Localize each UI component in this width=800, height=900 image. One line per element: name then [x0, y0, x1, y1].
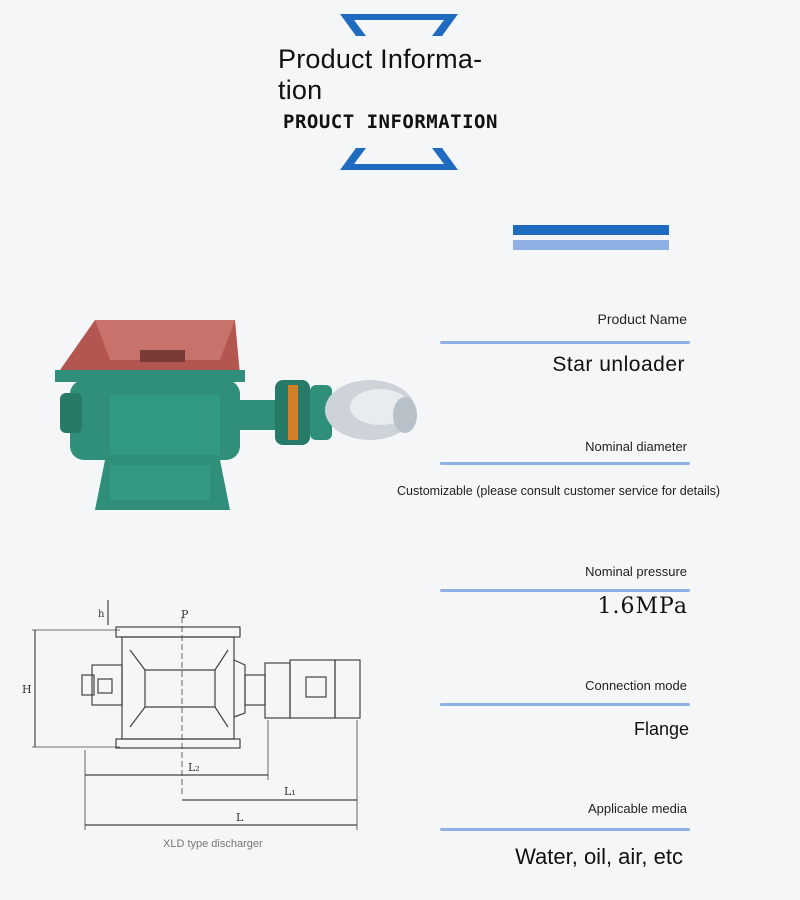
- decorative-bar-dark: [513, 225, 669, 235]
- decorative-bar-light: [513, 240, 669, 250]
- spec-value-product-name: Star unloader: [552, 353, 685, 376]
- product-photo: [50, 315, 420, 515]
- spec-value-applicable-media: Water, oil, air, etc: [515, 844, 683, 869]
- drawing-label-L1: L₁: [284, 785, 296, 798]
- spec-value-nominal-diameter: Customizable (please consult customer service for details): [397, 484, 721, 498]
- page-title: Product Informa- tion: [278, 44, 483, 105]
- drawing-label-H: H: [22, 683, 32, 696]
- header-bracket-top: [340, 14, 458, 40]
- spec-divider: [440, 828, 690, 831]
- drawing-caption: XLD type discharger: [163, 838, 263, 850]
- drawing-label-P: P: [181, 608, 189, 621]
- technical-drawing: [0, 595, 400, 855]
- spec-divider: [440, 703, 690, 706]
- spec-label-product-name: Product Name: [597, 311, 687, 327]
- spec-label-applicable-media: Applicable media: [587, 801, 687, 816]
- drawing-label-h: h: [98, 609, 105, 620]
- drawing-label-L: L: [236, 811, 244, 824]
- header-bracket-bottom: [340, 144, 458, 170]
- spec-label-nominal-diameter: Nominal diameter: [585, 439, 687, 454]
- spec-divider: [440, 341, 690, 344]
- page-subtitle: PROUCT INFORMATION: [283, 111, 498, 133]
- spec-value-connection-mode: Flange: [633, 719, 689, 739]
- spec-label-nominal-pressure: Nominal pressure: [585, 564, 687, 579]
- spec-label-connection-mode: Connection mode: [585, 678, 687, 693]
- spec-value-nominal-pressure: 1.6MPa: [597, 594, 688, 619]
- spec-divider: [440, 462, 690, 465]
- drawing-label-L2: L₂: [188, 761, 200, 774]
- spec-divider: [440, 589, 690, 592]
